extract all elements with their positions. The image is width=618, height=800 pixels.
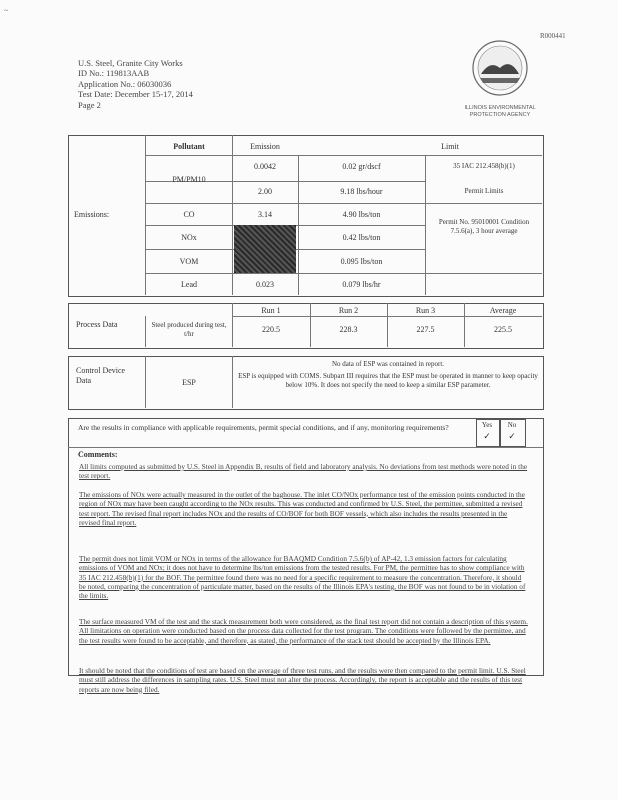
row-group-label: Emissions: <box>74 210 110 219</box>
comment-text: The emissions of NOx were actually measured in the outlet of the baghouse. The inlet CO/NOx performance test of the emission points conducted in the region of NOx may have been caught according to the NOx results. This was conducted and confirmed by U.S. Steel, the permittee, submitted a revised test report. The revised final report includes NOx and the results of CO/BOF for both BOF vessels, which also includes the results presented in the revised final report. <box>79 490 525 527</box>
run2-value: 228.3 <box>339 325 358 334</box>
letter-header <box>78 58 193 110</box>
comment-text: All limits computed as submitted by U.S. Steel in Appendix B, results of field and laboratory analysis. No deviations from test methods were noted in the test report. <box>79 462 528 481</box>
run3-value: 227.5 <box>416 325 435 334</box>
agency-seal-icon <box>455 38 545 100</box>
comment-text: The permit does not limit VOM or NOx in terms of the allowance for BAAQMD Condition 7.5.6(b) of AP-42, 1.3 emission factors for calculating emissions of VOM and NOx; it does not have to determine lbs/ton emissions from the tested results. For PM, the permittee has to show compliance with 35 IAC 212.458(b)(1) for the BOF. The permittee found there was no need for a specific requirement to measure the concentration. Therefore, it should be noted, comparing the concentration of particulate matter, based on the results of the Illinois EPA's testing, the BOF was not found to be in violation of the limits. <box>79 554 526 601</box>
emission-value: 2.00 <box>258 187 272 196</box>
rule <box>145 273 542 274</box>
no-check-icon: ✓ <box>508 431 516 441</box>
control-label: Control Device Data <box>76 366 126 385</box>
limit-value: 0.42 lbs/ton <box>342 233 381 242</box>
logo-caption-line: PROTECTION AGENCY <box>469 111 531 118</box>
emission-value: 0.023 <box>256 280 274 289</box>
control-device: ESP <box>182 378 196 387</box>
no-label: No <box>507 421 517 429</box>
limit-note: Permit Limits <box>464 187 504 195</box>
pollutant-co: CO <box>183 210 195 219</box>
col-run2: Run 2 <box>338 306 359 315</box>
comment-text: It should be noted that the conditions of test are based on the average of three test runs, and the results were then compared to the permit limit. U.S. Steel must still address the differences in sampling rates. U.S. Steel must not alter the process. Accordingly, the report is acceptable and the results of this test reports are now being filed. <box>79 666 526 694</box>
pollutant-vom: VOM <box>179 257 199 266</box>
pollutant-nox: NOx <box>181 233 197 242</box>
redacted-emission-cells <box>234 225 296 273</box>
process-param: Steel produced during test, t/hr <box>151 321 227 338</box>
rule <box>232 356 233 408</box>
col-average: Average <box>489 306 517 315</box>
col-limit: Limit <box>441 142 459 151</box>
rule <box>145 155 542 156</box>
limit-value: 4.90 lbs/ton <box>342 210 381 219</box>
emission-value: 3.14 <box>258 210 272 219</box>
average-value: 225.5 <box>494 325 512 334</box>
rule <box>425 155 426 295</box>
logo-caption <box>455 105 545 118</box>
comments-heading: Comments: <box>78 450 118 459</box>
pollutant-pm: PM/PM10 <box>172 175 206 184</box>
comment-paragraph <box>79 490 529 527</box>
yes-label: Yes <box>481 421 493 429</box>
col-emission: Emission <box>250 142 280 151</box>
run1-value: 220.5 <box>262 325 280 334</box>
corner-mark: ~ <box>4 6 9 15</box>
limit-note: 35 IAC 212.458(b)(1) <box>453 162 515 170</box>
logo-caption-line: ILLINOIS ENVIRONMENTAL <box>464 105 536 111</box>
comment-text: The surface measured VM of the test and the stack measurement both were considered, as the final test report did not contain a description of this system. All limitations on operation were conducted based on the process data collected for the test program. The conditions were followed by the permittee, and the test results were found to be acceptable, and therefore, as stated, the performance of the stack test should be accepted by the Illinois EPA. <box>79 617 528 645</box>
control-line-2: ESP is equipped with COMS. Subpart III requires that the ESP must be operated in manner to keep opacity below 10%. It does not specify the need to keep a similar ESP parameter. <box>238 372 538 389</box>
emission-value: 0.0042 <box>254 162 276 171</box>
rule <box>145 316 146 347</box>
pollutant-lead: Lead <box>181 280 197 289</box>
comment-paragraph <box>79 462 529 481</box>
yes-check-icon: ✓ <box>483 431 491 441</box>
col-run1: Run 1 <box>261 306 281 315</box>
document-id: R000441 <box>540 32 566 40</box>
header-line: Test Date: December 15-17, 2014 <box>78 89 193 100</box>
limit-value: 0.02 gr/dscf <box>342 162 381 171</box>
col-run3: Run 3 <box>415 306 436 315</box>
process-label: Process Data <box>76 320 118 329</box>
header-line: ID No.: 119813AAB <box>78 68 150 79</box>
rule <box>145 203 542 204</box>
limit-value: 9.18 lbs/hour <box>340 187 383 196</box>
limit-value: 0.095 lbs/ton <box>340 257 383 266</box>
comment-paragraph <box>79 666 529 694</box>
rule <box>298 155 299 295</box>
col-pollutant: Pollutant <box>173 142 205 151</box>
control-line-1: No data of ESP was contained in report. <box>331 360 445 368</box>
compliance-question: Are the results in compliance with applicable requirements, permit special conditions, and if any, monitoring requirements? <box>78 423 449 432</box>
agency-logo <box>455 38 545 118</box>
limit-note-block: Permit No. 95010001 Condition 7.5.6(a), 3 hour average <box>438 218 530 235</box>
limit-value: 0.079 lbs/hr <box>342 280 381 289</box>
header-line: Application No.: 06030036 <box>78 78 172 89</box>
rule <box>68 447 543 448</box>
header-line: Page 2 <box>78 99 101 110</box>
comment-paragraph <box>79 554 529 600</box>
comment-paragraph <box>79 617 529 645</box>
header-line: U.S. Steel, Granite City Works <box>78 58 183 68</box>
